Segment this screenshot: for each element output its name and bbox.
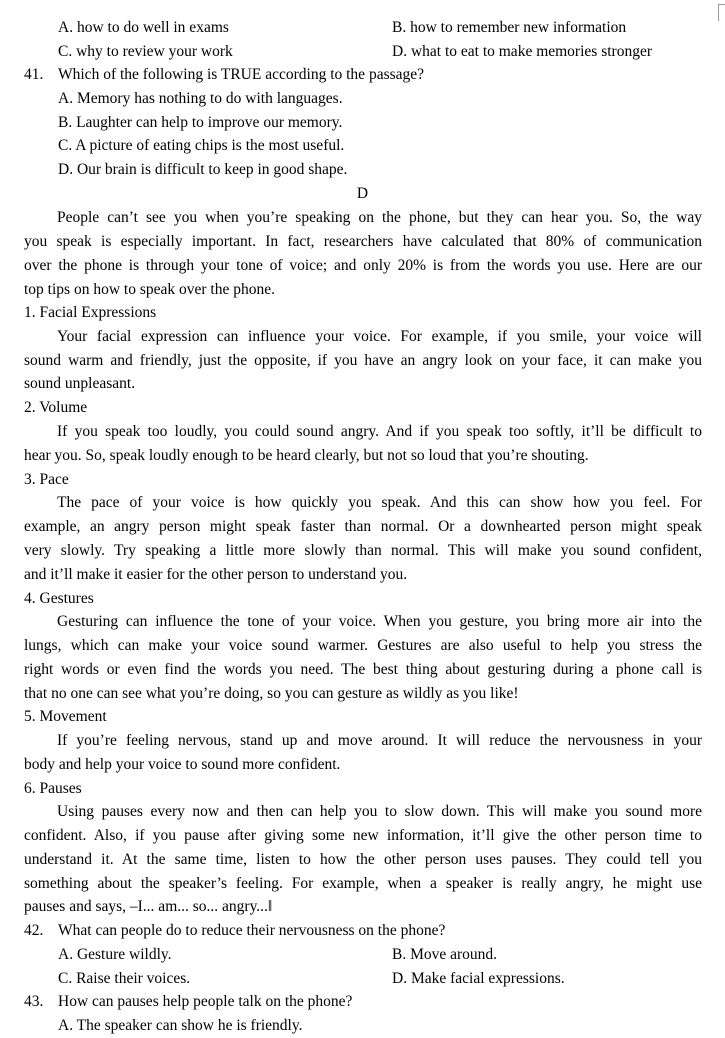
p5-line: If you’re feeling nervous, stand up and move around. It will reduce the nervousness in your: [57, 732, 702, 749]
p4-line: right words or even find the words you need. The best thing about gesturing during a phone call is: [24, 661, 702, 678]
question-41: [24, 65, 424, 85]
p4-line: Gesturing can influence the tone of your voice. When you gesture, you bring more air into the: [57, 613, 702, 630]
q42-option-a: A. Gesture wildly.: [58, 946, 172, 963]
p1-line: sound warm and friendly, just the opposite, if you have an angry look on your face, it can make you: [24, 352, 702, 369]
heading-pauses: 6. Pauses: [24, 780, 82, 797]
q40-option-c: C. why to review your work: [58, 43, 233, 60]
p3-line: The pace of your voice is how quickly you speak. And this can show how you feel. For: [57, 494, 702, 511]
p4-line: that no one can see what you’re doing, so you can gesture as wildly as you like!: [24, 685, 519, 702]
question-stem: How can pauses help people talk on the phone?: [58, 993, 353, 1010]
p4-line: lungs, which can make your voice sound warmer. Gestures are also useful to help you stress the: [24, 637, 702, 654]
p6-line: pauses and says, –I... am... so... angry...‖: [24, 898, 273, 915]
question-42: [24, 921, 445, 941]
q42-option-c: C. Raise their voices.: [58, 970, 191, 987]
question-43: [24, 992, 352, 1012]
q40-option-a: A. how to do well in exams: [58, 19, 229, 36]
p6-line: Using pauses every now and then can help you to slow down. This will make you sound more: [57, 803, 702, 820]
p3-line: and it’ll make it easier for the other person to understand you.: [24, 566, 408, 583]
q41-option-d: D. Our brain is difficult to keep in good shape.: [58, 161, 348, 178]
intro-line: over the phone is through your tone of voice; and only 20% is from the words you use. Here are our: [24, 257, 702, 274]
q41-option-c: C. A picture of eating chips is the most useful.: [58, 137, 345, 154]
intro-line: People can’t see you when you’re speaking on the phone, but they can hear you. So, the way: [57, 209, 702, 226]
question-number: 42.: [24, 922, 44, 939]
page-corner-mark: [718, 4, 725, 21]
heading-facial-expressions: 1. Facial Expressions: [24, 304, 157, 321]
p3-line: very slowly. Try speaking a little more slowly than normal. This will make you sound confident,: [24, 542, 702, 559]
q42-option-b: B. Move around.: [392, 946, 498, 963]
heading-volume: 2. Volume: [24, 399, 88, 416]
p6-line: understand it. At the same time, listen to how the other person uses pauses. They could tell you: [24, 851, 702, 868]
p1-line: sound unpleasant.: [24, 375, 136, 392]
heading-pace: 3. Pace: [24, 471, 69, 488]
q43-option-a: A. The speaker can show he is friendly.: [58, 1017, 303, 1034]
section-label: D: [356, 185, 369, 202]
question-number: 43.: [24, 993, 44, 1010]
p2-line: If you speak too loudly, you could sound angry. And if you speak too softly, it’ll be difficult to: [57, 423, 702, 440]
question-stem: Which of the following is TRUE according to the passage?: [58, 66, 425, 83]
q42-option-d: D. Make facial expressions.: [392, 970, 565, 987]
question-stem: What can people do to reduce their nervousness on the phone?: [58, 922, 446, 939]
intro-line: you speak is especially important. In fact, researchers have calculated that 80% of communication: [24, 233, 702, 250]
q41-option-b: B. Laughter can help to improve our memory.: [58, 114, 343, 131]
p6-line: something about the speaker’s feeling. For example, when a speaker is really angry, he might use: [24, 875, 702, 892]
heading-movement: 5. Movement: [24, 708, 107, 725]
p1-line: Your facial expression can influence your voice. For example, if you smile, your voice will: [57, 328, 702, 345]
intro-line: top tips on how to speak over the phone.: [24, 281, 275, 298]
q40-option-b: B. how to remember new information: [392, 19, 627, 36]
heading-gestures: 4. Gestures: [24, 590, 94, 607]
q40-option-d: D. what to eat to make memories stronger: [392, 43, 652, 60]
p5-line: body and help your voice to sound more confident.: [24, 756, 341, 773]
question-number: 41.: [24, 66, 44, 83]
p3-line: example, an angry person might speak faster than normal. Or a downhearted person might speak: [24, 518, 702, 535]
p2-line: hear you. So, speak loudly enough to be heard clearly, but not so loud that you’re shouting.: [24, 447, 589, 464]
q41-option-a: A. Memory has nothing to do with languages.: [58, 90, 343, 107]
p6-line: confident. Also, if you pause after giving some new information, it’ll give the other person time to: [24, 827, 702, 844]
